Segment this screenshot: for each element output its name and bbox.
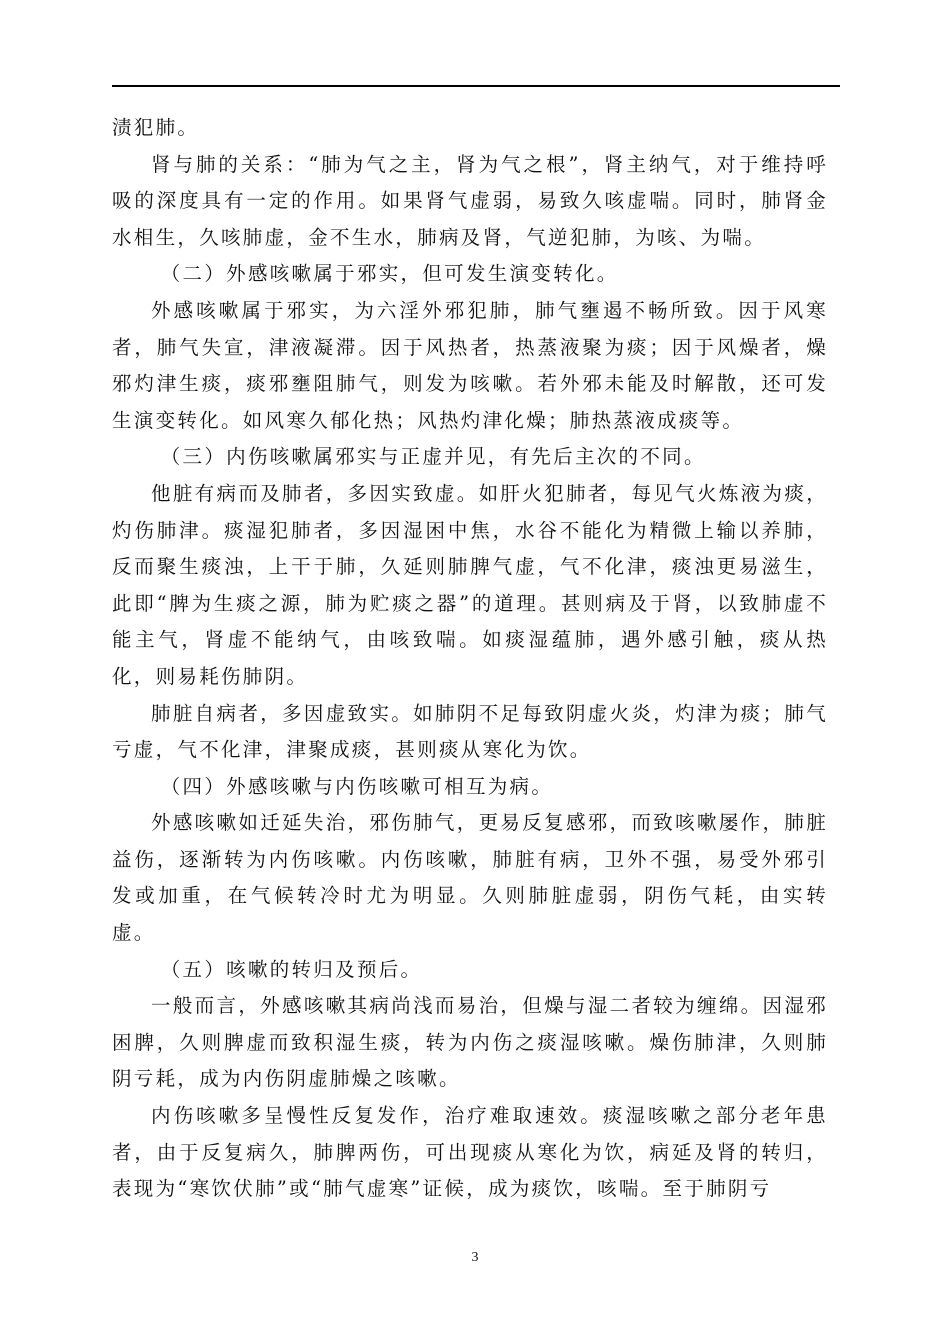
paragraph: 肺脏自病者，多因虚致实。如肺阴不足每致阴虚火炎，灼津为痰；肺气亏虚，气不化津，津聚成痰，甚则痰从寒化为饮。	[112, 701, 828, 762]
paragraph: 内伤咳嗽多呈慢性反复发作，治疗难取速效。痰湿咳嗽之部分老年患者，由于反复病久，肺脾两伤，可出现痰从寒化为饮，病延及肾的转归，表现为“寒饮伏肺”或“肺气虚寒”证候，成为痰饮，咳喘。至于肺阴亏	[112, 1104, 828, 1201]
header-rule	[112, 85, 840, 87]
section-heading: （二）外感咳嗽属于邪实，但可发生演变转化。	[160, 262, 619, 286]
paragraph: 外感咳嗽属于邪实，为六淫外邪犯肺，肺气壅遏不畅所致。因于风寒者，肺气失宣，津液凝滞。因于风热者，热蒸液聚为痰；因于风燥者，燥邪灼津生痰，痰邪壅阻肺气，则发为咳嗽。若外邪未能及时解散，还可发生演变转化。如风寒久郁化热；风热灼津化燥；肺热蒸液成痰等。	[112, 298, 828, 432]
body-text	[112, 110, 828, 1208]
paragraph: 一般而言，外感咳嗽其病尚浅而易治，但燥与湿二者较为缠绵。因湿邪困脾，久则脾虚而致积湿生痰，转为内伤之痰湿咳嗽。燥伤肺津，久则肺阴亏耗，成为内伤阴虚肺燥之咳嗽。	[112, 994, 828, 1091]
section-heading: （四）外感咳嗽与内伤咳嗽可相互为病。	[160, 774, 554, 798]
paragraph: 肾与肺的关系：“肺为气之主，肾为气之根”，肾主纳气，对于维持呼吸的深度具有一定的作用。如果肾气虚弱，易致久咳虚喘。同时，肺肾金水相生，久咳肺虚，金不生水，肺病及肾，气逆犯肺，为咳、为喘。	[112, 152, 828, 249]
paragraph-continuation: 渍犯肺。	[112, 116, 200, 139]
page-number: 3	[471, 1250, 479, 1265]
section-heading: （五）咳嗽的转归及预后。	[160, 957, 423, 981]
paragraph: 他脏有病而及肺者，多因实致虚。如肝火犯肺者，每见气火炼液为痰，灼伤肺津。痰湿犯肺者，多因湿困中焦，水谷不能化为精微上输以养肺，反而聚生痰浊，上干于肺，久延则肺脾气虚，气不化津，痰浊更易滋生，此即“脾为生痰之源，肺为贮痰之器”的道理。甚则病及于肾，以致肺虚不能主气，肾虚不能纳气，由咳致喘。如痰湿蕴肺，遇外感引触，痰从热化，则易耗伤肺阴。	[112, 481, 828, 688]
section-heading: （三）内伤咳嗽属邪实与正虚并见，有先后主次的不同。	[160, 445, 706, 469]
paragraph: 外感咳嗽如迁延失治，邪伤肺气，更易反复感邪，而致咳嗽屡作，肺脏益伤，逐渐转为内伤咳嗽。内伤咳嗽，肺脏有病，卫外不强，易受外邪引发或加重，在气候转冷时尤为明显。久则肺脏虚弱，阴伤气耗，由实转虚。	[112, 811, 828, 945]
